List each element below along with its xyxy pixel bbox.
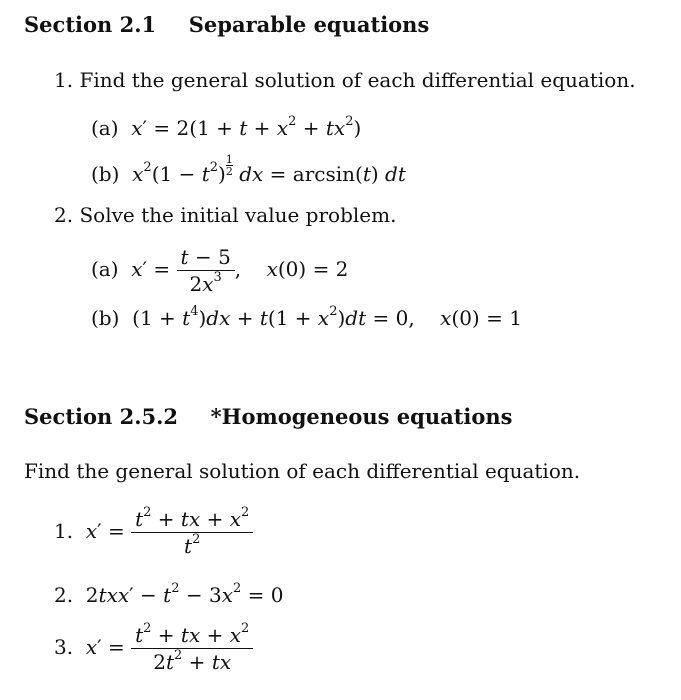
- part-label: (a): [91, 257, 119, 281]
- homogeneous-item-1: [54, 505, 253, 558]
- equation: x′ = $\frac{t^2 + tx + x^2}{t^2}$: [79, 519, 253, 543]
- problem-number: 2.: [54, 203, 74, 227]
- equation: $x' = 2(1 + t + x^2 + tx^2)$: [131, 114, 362, 140]
- item-number: 2.: [54, 583, 74, 607]
- part-label: (b): [91, 162, 120, 186]
- section-heading-2-1: [24, 12, 429, 37]
- equation: $(1 + t^4)dx + t(1 + x^2)dt = 0$, x(0) = 1: [125, 304, 522, 330]
- problem-1a: [91, 116, 361, 140]
- problem-1b: [91, 154, 406, 186]
- homogeneous-item-3: [54, 621, 253, 674]
- part-label: (a): [91, 116, 119, 140]
- problem-text: Find the general solution of each differential equation.: [79, 68, 636, 92]
- section-number: Section 2.5.2: [24, 404, 179, 429]
- item-number: 3.: [54, 635, 74, 659]
- section-title: Separable equations: [188, 12, 430, 37]
- problem-text: Solve the initial value problem.: [79, 203, 397, 227]
- problem-1: [54, 68, 636, 92]
- equation: x′ = $\frac{t - 5}{2x^3}$ , x(0) = 2: [131, 245, 349, 296]
- problem-number: 1.: [54, 68, 74, 92]
- homogeneous-item-2: [54, 583, 283, 607]
- equation: x′ = $\frac{t^2 + tx + x^2}{2t^2 + tx}$: [79, 635, 253, 659]
- equation: $2txx' - t^2 - 3x^2 = 0$: [79, 581, 284, 607]
- section-intro: Find the general solution of each differential equation.: [24, 459, 581, 483]
- part-label: (b): [91, 306, 120, 330]
- item-number: 1.: [54, 519, 74, 543]
- section-title: *Homogeneous equations: [210, 404, 513, 429]
- problem-2: [54, 203, 396, 227]
- section-number: Section 2.1: [24, 12, 157, 37]
- equation: $x^2(1 - t^2)$ $\frac{1}{2}$ dx = arcsin(t) dt: [132, 153, 406, 186]
- section-heading-2-5-2: [24, 404, 513, 429]
- problem-2b: [91, 306, 522, 330]
- problem-2a: [91, 246, 348, 295]
